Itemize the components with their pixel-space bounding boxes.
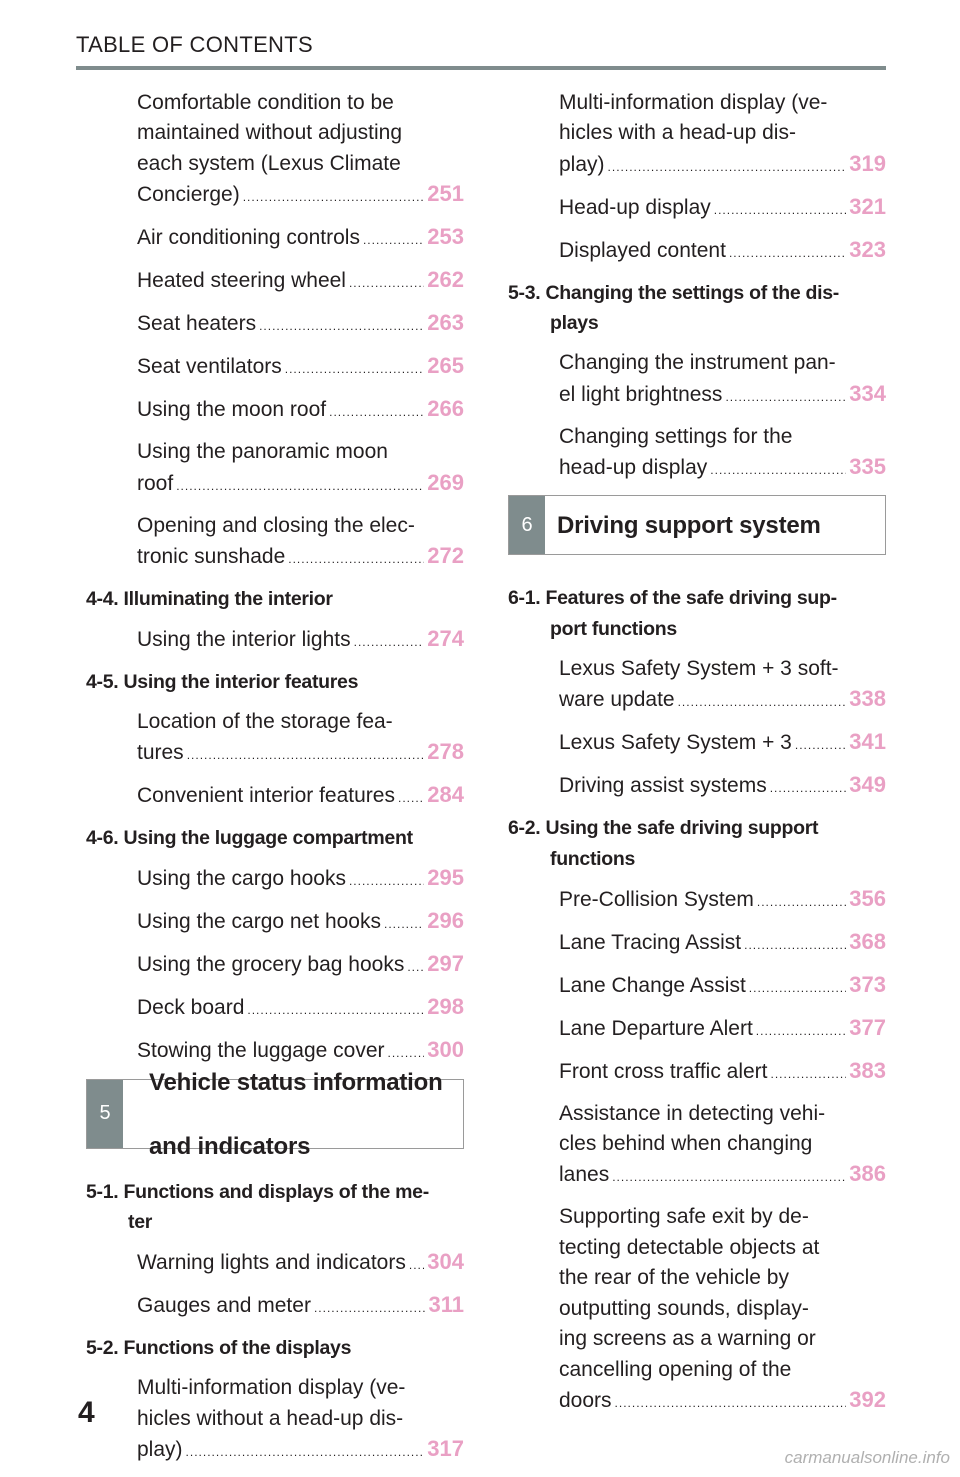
dot-leader	[247, 995, 424, 1025]
toc-group	[86, 624, 464, 657]
toc-entry[interactable]	[137, 1035, 464, 1068]
toc-entry-text: Stowing the luggage cover	[137, 1039, 385, 1063]
section-line: ter	[128, 1211, 153, 1234]
page-link[interactable]: 323	[849, 236, 886, 262]
toc-entry-text: cancelling opening of the	[559, 1357, 792, 1381]
toc-group	[86, 1373, 464, 1467]
toc-entry-text: Seat heaters	[137, 312, 257, 336]
toc-entry-last-line	[559, 884, 886, 917]
toc-entry-last-line	[559, 970, 886, 1003]
toc-entry[interactable]	[137, 88, 464, 213]
section-line: functions	[550, 847, 636, 870]
toc-entry-text: Heated steering wheel	[137, 269, 346, 293]
toc-entry-text: Lexus Safety System + 3	[559, 731, 792, 755]
section-heading-5-1[interactable]	[86, 1177, 464, 1238]
toc-entry[interactable]	[137, 780, 464, 813]
page-link[interactable]: 269	[427, 469, 464, 495]
toc-entry-text: lanes	[559, 1163, 610, 1187]
chapter-number: 6	[509, 496, 545, 554]
dot-leader	[388, 1038, 425, 1068]
toc-group	[508, 654, 886, 804]
section-line: 6-2. Using the safe driving support	[508, 817, 819, 840]
page-link[interactable]: 263	[427, 310, 464, 336]
toc-group	[86, 863, 464, 1068]
chapter-box-6[interactable]	[508, 495, 886, 555]
toc-entry-text: roof	[137, 471, 174, 495]
toc-entry[interactable]	[559, 770, 886, 803]
toc-entry-text: hicles without a head-up dis-	[137, 1406, 404, 1430]
toc-entry[interactable]	[137, 624, 464, 657]
section-heading-4-5[interactable]: 4-5. Using the interior features	[86, 671, 359, 694]
toc-entry-last-line	[137, 308, 464, 341]
dot-leader	[329, 397, 424, 427]
toc-entry-last-line	[137, 1290, 464, 1323]
toc-entry[interactable]	[559, 884, 886, 917]
page-link[interactable]: 297	[427, 951, 464, 977]
dot-leader	[756, 1016, 846, 1046]
toc-entry-text: Using the moon roof	[137, 398, 327, 422]
toc-entry-last-line	[559, 1159, 886, 1192]
toc-entry-text: Multi-information display (ve-	[559, 91, 828, 114]
dot-leader	[771, 1059, 847, 1089]
toc-entry-text: Using the cargo hooks	[137, 867, 346, 891]
dot-leader	[288, 544, 424, 574]
page-link[interactable]: 296	[427, 908, 464, 934]
toc-entry-last-line	[559, 235, 886, 268]
toc-entry[interactable]	[137, 992, 464, 1025]
toc-entry-last-line	[559, 770, 886, 803]
page-link[interactable]: 278	[427, 739, 464, 765]
dot-leader	[725, 382, 846, 412]
header-title: TABLE OF CONTENTS	[76, 32, 313, 57]
toc-entry[interactable]	[559, 1202, 886, 1418]
page-link[interactable]: 392	[849, 1386, 886, 1412]
section-heading-4-4[interactable]: 4-4. Illuminating the interior	[86, 588, 333, 611]
dot-leader	[314, 1293, 426, 1323]
toc-entry-last-line	[137, 265, 464, 298]
section-heading-5-3[interactable]	[508, 278, 886, 339]
toc-entry-last-line	[559, 149, 886, 182]
toc-entry-last-line	[559, 684, 886, 717]
dot-leader	[354, 627, 425, 657]
toc-entry-text: Driving assist systems	[559, 774, 767, 798]
page-link[interactable]: 300	[427, 1037, 464, 1063]
toc-entry-text: Using the panoramic moon	[137, 440, 388, 464]
dot-leader	[749, 973, 846, 1003]
toc-entry-text: maintained without adjusting	[137, 121, 403, 145]
dot-leader	[186, 1437, 425, 1467]
page-link[interactable]: 295	[427, 865, 464, 891]
toc-entry-last-line	[559, 927, 886, 960]
page-link[interactable]: 266	[427, 396, 464, 422]
toc-entry[interactable]	[559, 970, 886, 1003]
toc-entry-text: tures	[137, 741, 184, 765]
toc-entry-text: Displayed content	[559, 238, 726, 262]
toc-entry-text: Front cross traffic alert	[559, 1059, 768, 1083]
dot-leader	[770, 773, 847, 803]
page-link[interactable]: 386	[849, 1161, 886, 1187]
toc-entry-text: Opening and closing the elec-	[137, 513, 415, 537]
header-rule	[76, 66, 886, 70]
toc-entry-text: play)	[137, 1438, 183, 1462]
toc-group	[86, 88, 464, 574]
toc-entry-last-line	[137, 351, 464, 384]
page-link[interactable]: 341	[849, 729, 886, 755]
toc-entry[interactable]	[559, 88, 886, 182]
toc-entry[interactable]	[137, 394, 464, 427]
toc-entry[interactable]	[559, 1099, 886, 1193]
toc-entry[interactable]	[559, 192, 886, 225]
toc-entry-last-line	[137, 222, 464, 255]
dot-leader	[187, 740, 425, 770]
dot-leader	[259, 311, 424, 341]
toc-entry-last-line	[137, 394, 464, 427]
chapter-number: 5	[87, 1080, 123, 1148]
watermark: carmanualsonline.info	[784, 1448, 950, 1467]
toc-entry-text: Lane Tracing Assist	[559, 930, 742, 954]
section-line: port functions	[550, 617, 677, 640]
toc-entry[interactable]	[137, 437, 464, 501]
toc-entry[interactable]	[559, 654, 886, 718]
toc-entry[interactable]	[559, 422, 886, 486]
page-number: 4	[78, 1396, 95, 1429]
toc-entry-text: Lane Change Assist	[559, 973, 746, 997]
page-link[interactable]: 251	[427, 181, 464, 207]
page-link[interactable]: 272	[427, 543, 464, 569]
toc-group	[508, 88, 886, 268]
toc-entry-text: Comfortable condition to be	[137, 91, 394, 114]
toc-entry-last-line	[559, 192, 886, 225]
toc-entry-text: Gauges and meter	[137, 1294, 311, 1318]
chapter-title	[123, 1068, 463, 1160]
toc-entry-text: ing screens as a warning or	[559, 1327, 816, 1351]
toc-entry-text: doors	[559, 1388, 612, 1412]
toc-entry[interactable]	[137, 265, 464, 298]
dot-leader	[176, 471, 424, 501]
dot-leader	[409, 1250, 424, 1280]
toc-entry-text: ware update	[559, 688, 675, 712]
toc-entry-text: Head-up display	[559, 195, 711, 219]
toc-entry-last-line	[137, 780, 464, 813]
toc-entry-text: play)	[559, 152, 605, 176]
toc-entry-text: Warning lights and indicators	[137, 1251, 406, 1275]
toc-entry-last-line	[137, 863, 464, 896]
dot-leader	[795, 730, 846, 760]
toc-entry-text: Deck board	[137, 996, 245, 1020]
page-link[interactable]: 338	[849, 686, 886, 712]
page-link[interactable]: 298	[427, 994, 464, 1020]
page-link[interactable]: 349	[849, 772, 886, 798]
dot-leader	[398, 783, 424, 813]
toc-entry-last-line	[559, 379, 886, 412]
toc-entry-text: outputting sounds, display-	[559, 1296, 809, 1320]
page-link[interactable]: 274	[427, 626, 464, 652]
toc-entry-text: the rear of the vehicle by	[559, 1266, 789, 1290]
toc-entry-last-line	[137, 906, 464, 939]
dot-leader	[608, 152, 847, 182]
toc-entry-text: head-up display	[559, 456, 708, 480]
section-line: 5-3. Changing the settings of the dis-	[508, 281, 839, 304]
page-link[interactable]: 321	[849, 193, 886, 219]
toc-entry-text: Lexus Safety System + 3 soft-	[559, 656, 839, 680]
toc-entry-text: Using the cargo net hooks	[137, 910, 381, 934]
toc-entry-last-line	[559, 727, 886, 760]
toc-group	[86, 707, 464, 814]
page-link[interactable]: 356	[849, 885, 886, 911]
toc-entry-text: cles behind when changing	[559, 1132, 813, 1156]
dot-leader	[407, 952, 424, 982]
page-header	[76, 28, 886, 70]
toc-entry-text: hicles with a head-up dis-	[559, 121, 796, 145]
toc-entry-text: each system (Lexus Climate	[137, 151, 401, 175]
toc-entry[interactable]	[559, 727, 886, 760]
toc-entry-last-line	[137, 949, 464, 982]
toc-entry-last-line	[137, 1434, 464, 1467]
toc-entry-text: Using the interior lights	[137, 628, 351, 652]
page-link[interactable]: 265	[427, 353, 464, 379]
toc-entry[interactable]	[559, 1056, 886, 1089]
toc-entry-text: el light brightness	[559, 382, 723, 406]
toc-entry[interactable]	[559, 235, 886, 268]
chapter-title: Driving support system	[557, 512, 821, 540]
dot-leader	[349, 866, 424, 896]
toc-entry-text: Changing the instrument pan-	[559, 351, 836, 375]
toc-entry-last-line	[137, 468, 464, 501]
toc-entry-text: Location of the storage fea-	[137, 710, 393, 734]
toc-entry-last-line	[559, 1013, 886, 1046]
toc-entry[interactable]	[137, 1247, 464, 1280]
section-line: 5-1. Functions and displays of the me-	[86, 1180, 429, 1203]
toc-entry[interactable]	[137, 906, 464, 939]
toc-entry[interactable]	[559, 1013, 886, 1046]
toc-entry[interactable]	[137, 707, 464, 771]
toc-group	[508, 884, 886, 1419]
toc-entry[interactable]	[559, 927, 886, 960]
page-link[interactable]: 334	[849, 380, 886, 406]
dot-leader	[714, 195, 847, 225]
dot-leader	[757, 887, 846, 917]
toc-entry-last-line	[559, 452, 886, 485]
toc-entry[interactable]	[137, 511, 464, 575]
page-link[interactable]: 368	[849, 928, 886, 954]
dot-leader	[678, 687, 847, 717]
chapter-box-5[interactable]	[86, 1068, 464, 1160]
toc-entry-text: Seat ventilators	[137, 355, 282, 379]
toc-entry-text: Concierge)	[137, 183, 240, 207]
dot-leader	[243, 182, 425, 212]
toc-entry-last-line	[137, 1035, 464, 1068]
dot-leader	[349, 268, 424, 298]
chapter-title-line: Vehicle status information	[149, 1068, 443, 1096]
toc-column-left	[86, 88, 464, 1477]
toc-entry-last-line	[559, 1385, 886, 1418]
page-link[interactable]: 284	[427, 782, 464, 808]
dot-leader	[363, 225, 424, 255]
toc-entry-text: Assistance in detecting vehi-	[559, 1101, 826, 1125]
toc-entry-text: Pre-Collision System	[559, 887, 754, 911]
toc-entry-last-line	[137, 992, 464, 1025]
chapter-title-line: and indicators	[149, 1132, 311, 1160]
toc-entry[interactable]	[559, 348, 886, 412]
page-link[interactable]: 383	[849, 1057, 886, 1083]
toc-entry-last-line	[137, 737, 464, 770]
dot-leader	[744, 930, 846, 960]
dot-leader	[384, 909, 424, 939]
dot-leader	[729, 238, 846, 268]
toc-entry[interactable]	[137, 1373, 464, 1467]
page-link[interactable]: 262	[427, 267, 464, 293]
toc-entry-text: Multi-information display (ve-	[137, 1376, 406, 1400]
page-link[interactable]: 317	[427, 1436, 464, 1462]
page-link[interactable]: 377	[849, 1014, 886, 1040]
toc-entry-last-line	[137, 179, 464, 212]
toc-column-right	[508, 88, 886, 1428]
page-link[interactable]: 253	[427, 224, 464, 250]
toc-entry-last-line	[137, 1247, 464, 1280]
page-link[interactable]: 311	[428, 1292, 464, 1318]
page-link[interactable]: 304	[427, 1249, 464, 1275]
toc-entry[interactable]	[137, 222, 464, 255]
toc-entry-text: Using the grocery bag hooks	[137, 953, 405, 977]
toc-entry-text: tecting detectable objects at	[559, 1235, 820, 1259]
toc-entry-text: Changing settings for the	[559, 424, 793, 448]
toc-entry-text: Lane Departure Alert	[559, 1016, 753, 1040]
page-link[interactable]: 373	[849, 971, 886, 997]
toc-entry[interactable]	[137, 863, 464, 896]
page-link[interactable]: 335	[849, 454, 886, 480]
page-link[interactable]: 319	[849, 150, 886, 176]
toc-entry-text: Supporting safe exit by de-	[559, 1205, 809, 1229]
dot-leader	[615, 1388, 847, 1418]
toc-entry-last-line	[137, 541, 464, 574]
toc-entry-text: Convenient interior features	[137, 784, 395, 808]
dot-leader	[710, 455, 846, 485]
toc-entry[interactable]	[137, 308, 464, 341]
section-line: plays	[550, 312, 599, 335]
section-heading-5-2[interactable]: 5-2. Functions of the displays	[86, 1337, 352, 1360]
section-line: 6-1. Features of the safe driving sup-	[508, 587, 837, 610]
section-heading-6-1[interactable]	[508, 583, 886, 644]
section-heading-6-2[interactable]	[508, 813, 886, 874]
toc-entry-text: tronic sunshade	[137, 545, 286, 569]
toc-group	[86, 1247, 464, 1323]
toc-entry-text: Air conditioning controls	[137, 226, 360, 250]
toc-entry[interactable]	[137, 949, 464, 982]
toc-entry[interactable]	[137, 1290, 464, 1323]
dot-leader	[612, 1162, 846, 1192]
section-heading-4-6[interactable]: 4-6. Using the luggage compartment	[86, 827, 413, 850]
toc-entry[interactable]	[137, 351, 464, 384]
dot-leader	[285, 354, 425, 384]
toc-entry-last-line	[559, 1056, 886, 1089]
toc-entry-last-line	[137, 624, 464, 657]
toc-group	[508, 348, 886, 485]
